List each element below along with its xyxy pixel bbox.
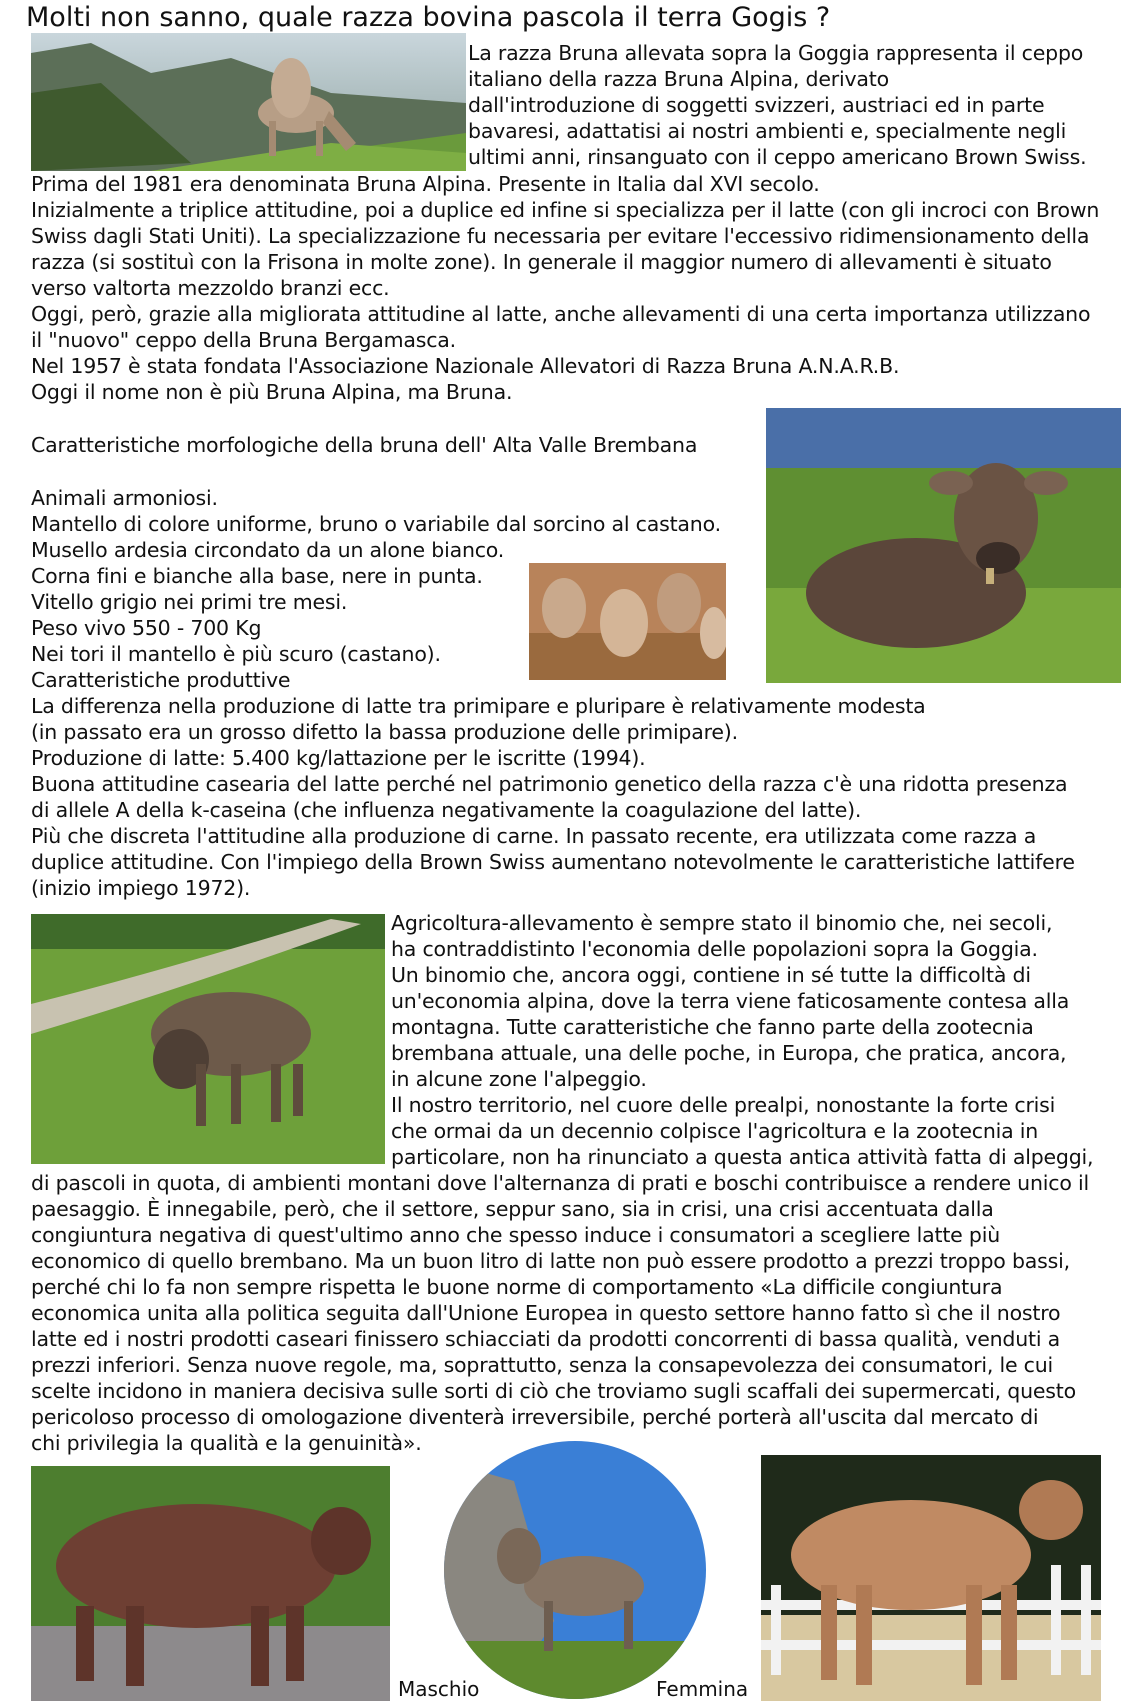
intro-line: La razza Bruna allevata sopra la Goggia rappresenta il ceppo bbox=[468, 41, 1084, 65]
history-line: Inizialmente a triplice attitudine, poi a duplice ed infine si specializza per il latte (con gli incroci con Brown bbox=[31, 198, 1100, 222]
morph-line: Produzione di latte: 5.400 kg/lattazione per le iscritte (1994). bbox=[31, 746, 646, 770]
agri-line: particolare, non ha rinunciato a questa antica attività fatta di alpeggi, bbox=[391, 1145, 1094, 1169]
agri-line: di pascoli in quota, di ambienti montani dove l'alternanza di prati e boschi contribuisce a rendere unico il bbox=[31, 1171, 1089, 1195]
history-line: il "nuovo" ceppo della Bruna Bergamasca. bbox=[31, 328, 456, 352]
cow-mountain-circle-photo bbox=[444, 1441, 706, 1699]
morph-line: Nei tori il mantello è più scuro (castano). bbox=[31, 642, 441, 666]
agri-line: perché chi lo fa non sempre rispetta le buone norme di comportamento «La difficile congiuntura bbox=[31, 1275, 1003, 1299]
agri-line: in alcune zone l'alpeggio. bbox=[391, 1067, 647, 1091]
history-line: Swiss dagli Stati Uniti). La specializzazione fu necessaria per evitare l'eccessivo ridimensionamento della bbox=[31, 224, 1090, 248]
page-title: Molti non sanno, quale razza bovina pascola il terra Gogis ? bbox=[26, 2, 831, 33]
history-line: verso valtorta mezzoldo branzi ecc. bbox=[31, 276, 390, 300]
resting-cow-photo bbox=[766, 408, 1121, 683]
intro-line: bavaresi, adattatisi ai nostri ambienti e, specialmente negli bbox=[468, 119, 1067, 143]
morph-line: Caratteristiche produttive bbox=[31, 668, 291, 692]
agri-line: che ormai da un decennio colpisce l'agricoltura e la zootecnia in bbox=[391, 1119, 1039, 1143]
calves-photo bbox=[529, 563, 726, 680]
morph-line: di allele A della k-caseina (che influenza negativamente la coagulazione del latte). bbox=[31, 798, 862, 822]
morph-heading: Caratteristiche morfologiche della bruna dell' Alta Valle Brembana bbox=[31, 433, 698, 457]
agri-line: Agricoltura-allevamento è sempre stato il binomio che, nei secoli, bbox=[391, 911, 1053, 935]
history-line: Oggi il nome non è più Bruna Alpina, ma Bruna. bbox=[31, 380, 513, 404]
caption-male: Maschio bbox=[398, 1677, 480, 1701]
agri-line: un'economia alpina, dove la terra viene faticosamente contesa alla bbox=[391, 989, 1070, 1013]
morph-line: La differenza nella produzione di latte tra primipare e pluripare è relativamente modesta bbox=[31, 694, 926, 718]
agri-line: scelte incidono in maniera decisiva sulle sorti di ciò che troviamo sugli scaffali dei supermercati, questo bbox=[31, 1379, 1076, 1403]
caption-female: Femmina bbox=[656, 1677, 749, 1701]
intro-line: ultimi anni, rinsanguato con il ceppo americano Brown Swiss. bbox=[468, 145, 1087, 169]
morph-line: Musello ardesia circondato da un alone bianco. bbox=[31, 538, 505, 562]
agri-line: ha contraddistinto l'economia delle popolazioni sopra la Goggia. bbox=[391, 937, 1038, 961]
morph-line: (in passato era un grosso difetto la bassa produzione delle primipare). bbox=[31, 720, 738, 744]
history-line: Prima del 1981 era denominata Bruna Alpina. Presente in Italia dal XVI secolo. bbox=[31, 172, 820, 196]
agri-line: economico di quello brembano. Ma un buon litro di latte non può essere prodotto a prezzi troppo bassi, bbox=[31, 1249, 1070, 1273]
intro-line: italiano della razza Bruna Alpina, derivato bbox=[468, 67, 889, 91]
morph-line: duplice attitudine. Con l'impiego della Brown Swiss aumentano notevolmente le caratteristiche lattifere bbox=[31, 850, 1075, 874]
morph-line: Mantello di colore uniforme, bruno o variabile dal sorcino al castano. bbox=[31, 512, 721, 536]
history-line: razza (si sostituì con la Frisona in molte zone). In generale il maggior numero di allevamenti è situato bbox=[31, 250, 1052, 274]
morph-line: Corna fini e bianche alla base, nere in punta. bbox=[31, 564, 483, 588]
morph-line: (inizio impiego 1972). bbox=[31, 876, 251, 900]
intro-line: dall'introduzione di soggetti svizzeri, austriaci ed in parte bbox=[468, 93, 1045, 117]
agri-line: economica unita alla politica seguita dall'Unione Europea in questo settore hanno fatto sì che il nostro bbox=[31, 1301, 1061, 1325]
agri-line: Un binomio che, ancora oggi, contiene in sé tutte la difficoltà di bbox=[391, 963, 1031, 987]
history-line: Oggi, però, grazie alla migliorata attitudine al latte, anche allevamenti di una certa importanza utilizzano bbox=[31, 302, 1091, 326]
bull-photo bbox=[31, 1466, 390, 1701]
grazing-cow-photo bbox=[31, 33, 466, 171]
morph-line: Più che discreta l'attitudine alla produzione di carne. In passato recente, era utilizzata come razza a bbox=[31, 824, 1037, 848]
morph-line: Buona attitudine casearia del latte perché nel patrimonio genetico della razza c'è una ridotta presenza bbox=[31, 772, 1068, 796]
morph-line: Peso vivo 550 - 700 Kg bbox=[31, 616, 262, 640]
agri-line: latte ed i nostri prodotti caseari finissero schiacciati da prodotti concorrenti di bassa qualità, venduti a bbox=[31, 1327, 1061, 1351]
morph-line: Vitello grigio nei primi tre mesi. bbox=[31, 590, 348, 614]
agri-line: prezzi inferiori. Senza nuove regole, ma, soprattutto, senza la consapevolezza dei consumatori, le cui bbox=[31, 1353, 1054, 1377]
agri-line: Il nostro territorio, nel cuore delle prealpi, nonostante la forte crisi bbox=[391, 1093, 1056, 1117]
agri-line: montagna. Tutte caratteristiche che fanno parte della zootecnia bbox=[391, 1015, 1034, 1039]
walking-cow-photo bbox=[31, 914, 385, 1164]
morph-line: Animali armoniosi. bbox=[31, 486, 218, 510]
history-line: Nel 1957 è stata fondata l'Associazione Nazionale Allevatori di Razza Bruna A.N.A.R.B. bbox=[31, 354, 900, 378]
agri-line: chi privilegia la qualità e la genuinità». bbox=[31, 1431, 422, 1455]
agri-line: pericoloso processo di omologazione diventerà irreversibile, perché porterà all'uscita dal mercato di bbox=[31, 1405, 1039, 1429]
agri-line: brembana attuale, una delle poche, in Europa, che pratica, ancora, bbox=[391, 1041, 1067, 1065]
agri-line: congiuntura negativa di quest'ultimo anno che spesso induce i consumatori a scegliere latte più bbox=[31, 1223, 1000, 1247]
agri-line: paesaggio. È innegabile, però, che il settore, seppur sano, sia in crisi, una crisi accentuata dalla bbox=[31, 1197, 994, 1221]
cow-fence-photo bbox=[761, 1455, 1101, 1701]
